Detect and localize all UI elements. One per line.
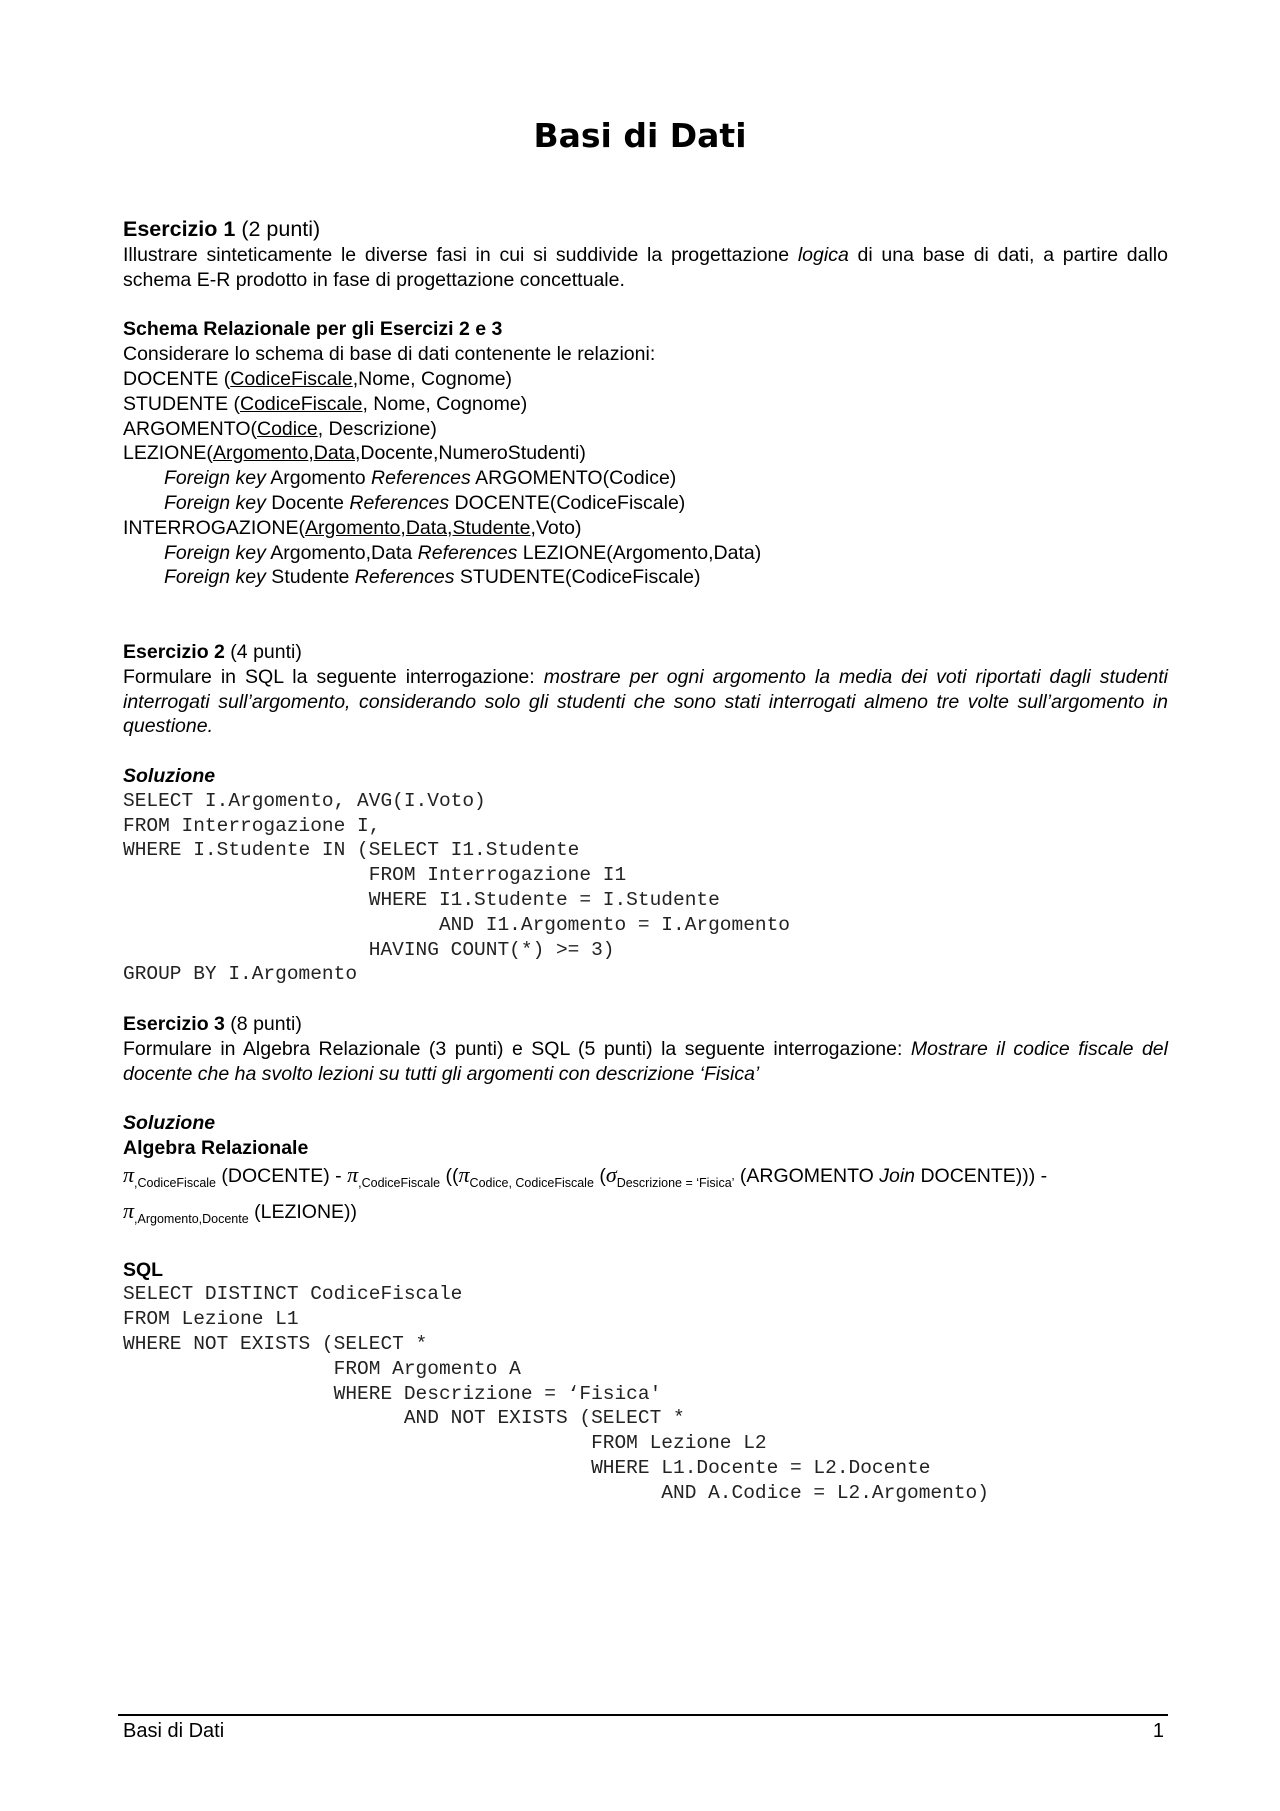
foreign-key-line: Foreign key Docente References DOCENTE(CodiceFiscale): [164, 491, 686, 514]
pi-symbol: π: [123, 1197, 135, 1223]
page-number: 1: [1152, 1720, 1164, 1742]
algebra-label: Algebra Relazionale: [123, 1136, 309, 1159]
exercise-1-text: Illustrare sinteticamente le diverse fasi in cui si suddivide la progettazione logica di una base di dati, a partire dallo schema E-R prodotto in fase di progettazione concettuale.: [123, 244, 1168, 291]
primary-key: Argomento: [212, 442, 309, 465]
pi-symbol: π: [347, 1161, 359, 1187]
relation-lezione: LEZIONE(Argomento,Data,Docente,NumeroStudenti): [123, 442, 586, 465]
document-title: Basi di Dati: [533, 116, 747, 155]
sigma-symbol: σ: [605, 1161, 617, 1187]
exercise-2-text: Formulare in SQL la seguente interrogazione: mostrare per ogni argomento la media dei voti riportati dagli studenti interrogati sull’argomento, considerando solo gli studenti che sono stati interrogati almeno tre volte sull’argomento in questione.: [123, 665, 1169, 738]
exercise-2-label: Esercizio 2: [123, 641, 225, 663]
algebra-expression: $\pi_{,CodiceFiscale}$ (DOCENTE) - $\pi_{,CodiceFiscale}$ (($\pi_{Codice, CodiceFiscale}$ ($\sigma_{Descrizione = ‘Fisica’}$ (ARGOMENTO Join DOCENTE))) - $\pi_{,Argomento,Docente}$ (LEZIONE)): [123, 1161, 1048, 1226]
schema-heading: Schema Relazionale per gli Esercizi 2 e 3: [123, 318, 503, 341]
relation-studente: STUDENTE (CodiceFiscale, Nome, Cognome): [123, 392, 528, 415]
exercise-1-points: (2 punti): [235, 217, 321, 241]
section-exercise-2: [123, 640, 1168, 987]
relation-docente: DOCENTE (CodiceFiscale,Nome, Cognome): [123, 367, 513, 390]
exercise-3-text: Formulare in Algebra Relazionale (3 punti) e SQL (5 punti) la seguente interrogazione: Mostrare il codice fiscale del docente che ha svolto lezioni su tutti gli argomenti con descrizione ‘Fisica’: [123, 1037, 1168, 1085]
exercise-2-solution-label: Soluzione: [123, 764, 216, 787]
pi-symbol: π: [123, 1161, 135, 1187]
foreign-key-line: Foreign key Argomento,Data References LEZIONE(Argomento,Data): [164, 541, 762, 564]
sql-label: SQL: [123, 1258, 164, 1281]
exercise-3-points: (8 punti): [224, 1013, 302, 1035]
pi-symbol: π: [458, 1161, 470, 1187]
schema-intro: Considerare lo schema di base di dati contenente le relazioni:: [123, 343, 656, 366]
footer-divider: [118, 1714, 1168, 1716]
foreign-key-line: Foreign key Studente References STUDENTE(CodiceFiscale): [164, 566, 701, 589]
exercise-3-sql-code: SELECT DISTINCT CodiceFiscale FROM Lezione L1 WHERE NOT EXISTS (SELECT * FROM Argomento A WHERE Descrizione = ‘Fisica' AND NOT EXISTS (SELECT * FROM Lezione L2 WHERE L1.Docente = L2.Docente AND A.Codice = L2.Argomento): [123, 1283, 989, 1504]
section-exercise-1: [123, 215, 1168, 590]
exercise-1-label: Esercizio 1: [123, 217, 236, 241]
exercise-2-points: (4 punti): [224, 641, 302, 663]
primary-key: CodiceFiscale: [230, 367, 353, 390]
primary-key: Data: [405, 516, 448, 539]
exercise-2-sql-code: SELECT I.Argomento, AVG(I.Voto) FROM Interrogazione I, WHERE I.Studente IN (SELECT I1.Studente FROM Interrogazione I1 WHERE I1.Studente = I.Studente AND I1.Argomento = I.Argomento HAVING COUNT(*) >= 3) GROUP BY I.Argomento: [123, 789, 791, 986]
primary-key: Codice: [256, 417, 318, 440]
exercise-1-heading: [123, 215, 1168, 243]
exercise-3-solution-label: Soluzione: [123, 1112, 216, 1135]
relation-argomento: ARGOMENTO(Codice, Descrizione): [123, 417, 437, 440]
primary-key: Studente: [452, 516, 531, 539]
exercise-2-heading: [123, 640, 1168, 665]
primary-key: Argomento: [305, 516, 401, 539]
exercise-3-heading: [123, 1012, 1168, 1037]
section-exercise-3: [123, 1012, 1168, 1506]
footer-title: Basi di Dati: [123, 1720, 225, 1742]
primary-key: CodiceFiscale: [240, 392, 363, 415]
primary-key: Data: [313, 442, 355, 465]
foreign-key-line: Foreign key Argomento References ARGOMENTO(Codice): [164, 467, 677, 490]
relation-interrogazione: INTERROGAZIONE(Argomento,Data,Studente,Voto): [123, 516, 582, 539]
exercise-3-label: Esercizio 3: [123, 1013, 225, 1035]
